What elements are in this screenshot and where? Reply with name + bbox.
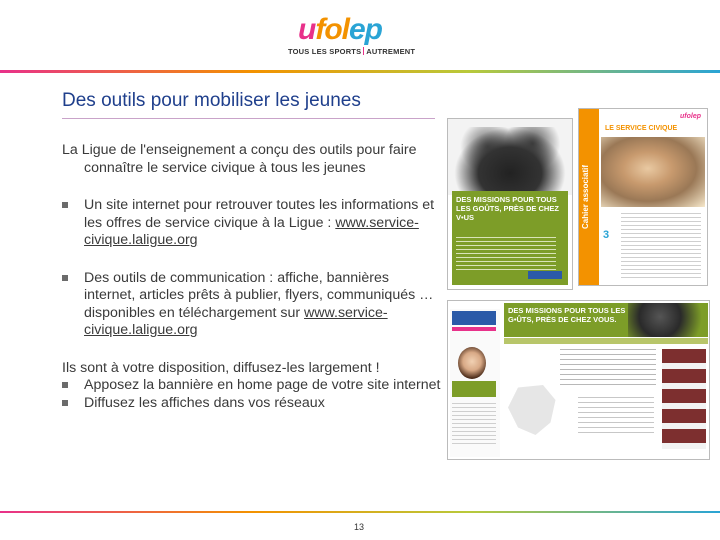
cahier-brand: ufolep	[680, 113, 701, 120]
cahier-header: LE SERVICE CIVIQUE	[605, 125, 678, 132]
sub-bullet-posters	[62, 395, 442, 413]
portrait-photo	[458, 347, 486, 379]
cahier-number: 3	[603, 229, 610, 241]
website-link[interactable]: www.service-civique.laligue.org	[84, 214, 419, 248]
cahier-photo	[601, 137, 705, 207]
bullet-square-icon	[62, 275, 68, 281]
logo-tagline: TOUS LES SPORTS AUTREMENT	[288, 47, 416, 56]
bullet-text: Un site internet pour retrouver toutes les informations et les offres de service civique à la Ligue :	[84, 197, 435, 231]
web-banner-headline: DES MISSIONS POUR TOUS LES G•ÛTS, PRÈS DE CHEZ VOUS.	[508, 306, 626, 324]
ufolep-logo	[286, 14, 436, 58]
page-number: 13	[354, 522, 365, 532]
intro-paragraph: La Ligue de l'enseignement a conçu des outils pour faire connaître le service civique à tous les jeunes	[62, 142, 417, 176]
sub-bullet-banner	[62, 377, 442, 395]
france-map	[508, 385, 558, 435]
logo-wordmark: ufolep	[298, 13, 382, 46]
header-divider	[0, 70, 720, 73]
poster-headline: DES MISSIONS POUR TOUS LES GOÛTS, PRÈS DE CHEZ V•US	[456, 195, 559, 222]
sub-bullet-text: Diffusez les affiches dans vos réseaux	[84, 394, 325, 411]
crowd-photo	[454, 127, 566, 193]
cahier-associatif-image	[578, 108, 708, 286]
download-link[interactable]: www.service-civique.laligue.org	[84, 304, 388, 338]
bullet-square-icon	[62, 382, 68, 388]
sub-bullet-text: Apposez la bannière en home page de votre site internet	[84, 377, 441, 393]
bullet-text: Des outils de communication : affiche, bannières internet, articles prêts à publier, flyers, communiqués … disponibles en téléchargement sur	[84, 269, 434, 321]
slide-body	[62, 142, 442, 412]
closing-text: Ils sont à votre disposition, diffusez-les largement !	[62, 359, 380, 376]
website-screenshot-image	[447, 300, 710, 460]
bullet-square-icon	[62, 202, 68, 208]
title-underline	[62, 118, 435, 119]
poster-image-missions	[447, 118, 573, 290]
footer-divider	[0, 511, 720, 513]
bullet-communication-tools	[62, 270, 442, 340]
slide-title: Des outils pour mobiliser les jeunes	[62, 90, 361, 111]
bullet-square-icon	[62, 400, 68, 406]
cahier-side-label: Cahier associatif	[581, 164, 590, 229]
bullet-website	[62, 197, 442, 250]
